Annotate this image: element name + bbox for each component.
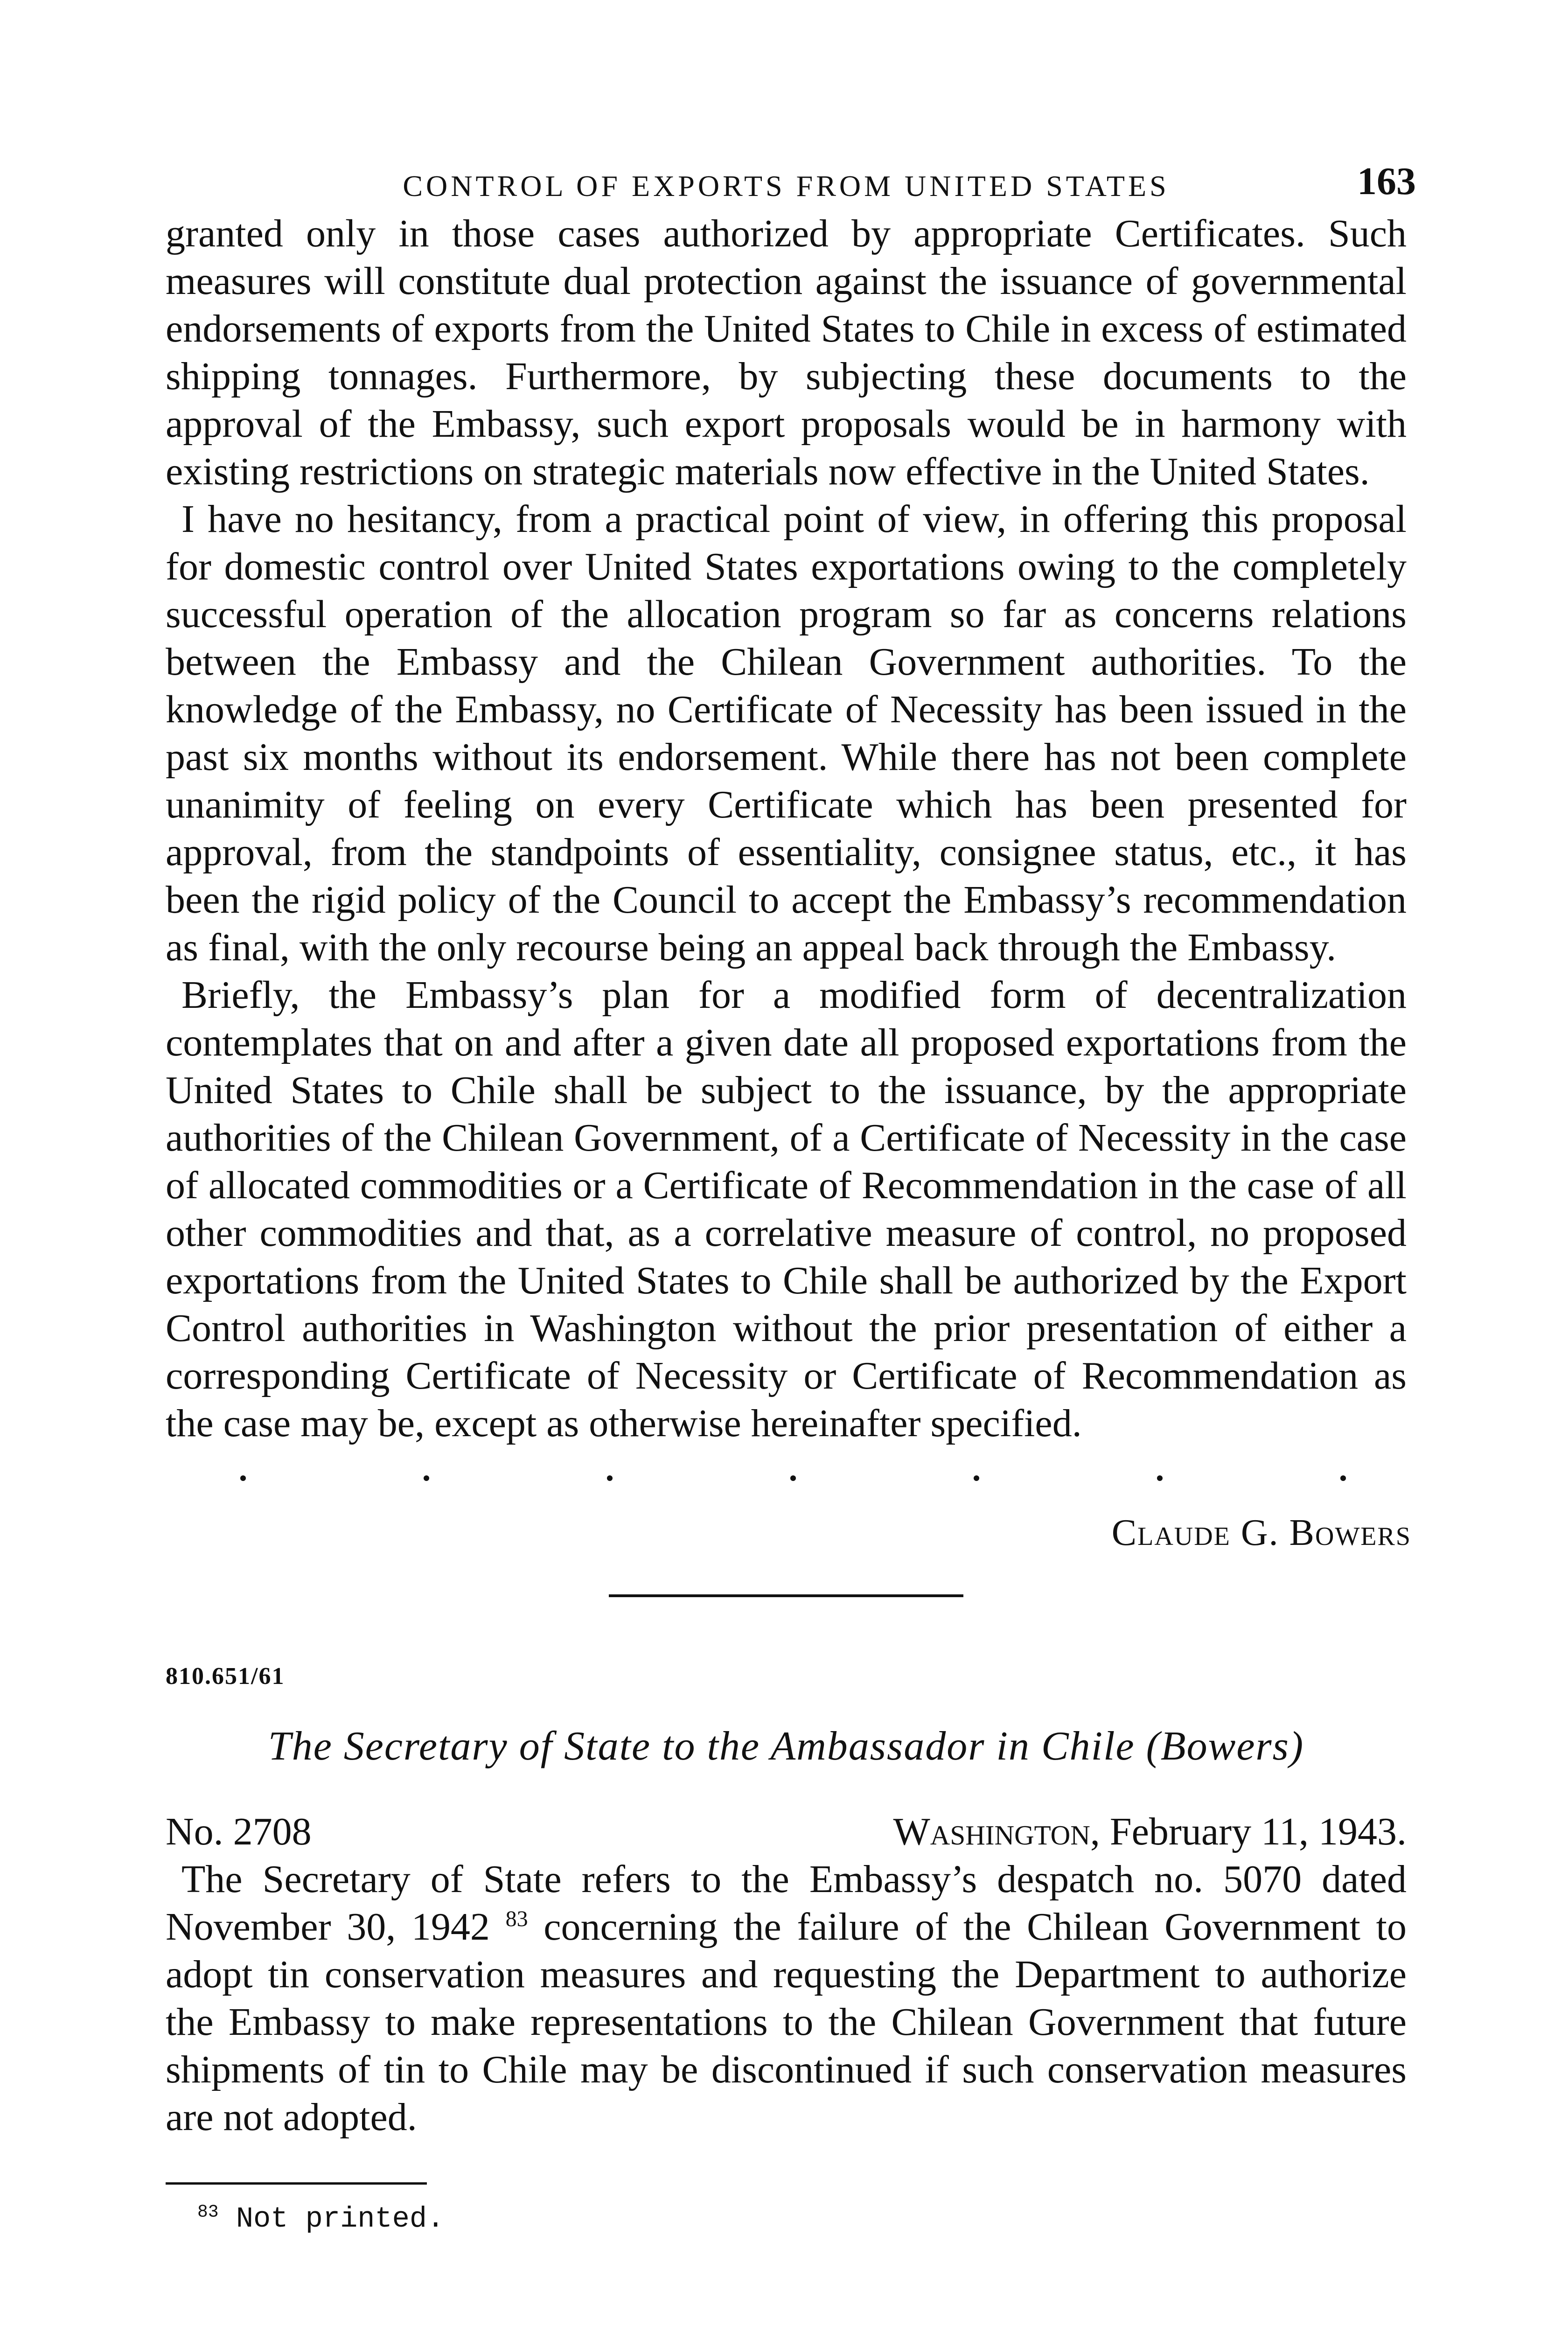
ellipsis-dot: [240, 1475, 246, 1481]
paragraph-secretary: [166, 1856, 1407, 2141]
dateline-place: Washington: [893, 1810, 1090, 1853]
footnote-marker: 83: [197, 2202, 219, 2222]
document-number: No. 2708: [166, 1810, 312, 1853]
paragraph-secretary-start: The Secretary of State refers to the Embassy’s despatch no. 5070 dated November 30, 1942: [166, 1858, 1407, 1949]
running-head: [166, 159, 1416, 210]
paragraph-continued: granted only in those cases authorized by appropriate Certificates. Such measures will constitute dual protection against the issuance of governmental endorsements of exports from the United States to Chile in excess of estimated shipping tonnages. Furthermore, by subjecting these documents to the approval of the Embassy, such export proposals would be in harmony with existing restrictions on strategic materials now effective in the United States.: [166, 212, 1407, 493]
dateline: [893, 1808, 1407, 1856]
ellipsis-dot: [790, 1475, 796, 1481]
ellipsis-dot: [974, 1475, 979, 1481]
footnote-rule: [166, 2182, 427, 2185]
paragraph-secretary-end: concerning the failure of the Chilean Government to adopt tin conservation measures and requesting the Department to authorize the Embassy to make representations to the Chilean Government that future shipments of tin to Chile may be discontinued if such conservation measures are not adopted.: [166, 1905, 1407, 2139]
ellipsis-dot: [1157, 1475, 1163, 1481]
section-separator: [609, 1594, 963, 1597]
running-title: CONTROL OF EXPORTS FROM UNITED STATES: [403, 169, 1170, 203]
document-meta: [166, 1808, 1407, 1856]
paragraph-hesitancy: I have no hesitancy, from a practical point of view, in offering this proposal for domestic control over United States exportations owing to the completely successful operation of the allocation program so far as concerns relations between the Embassy and the Chilean Government authorities. To the knowledge of the Embassy, no Certificate of Necessity has been issued in the past six months without its endorsement. While there has not been complete unanimity of feeling on every Certificate which has been presented for approval, from the standpoints of essentiality, consignee status, etc., it has been the rigid policy of the Council to accept the Embassy’s recommendation as final, with the only recourse being an appeal back through the Embassy.: [166, 497, 1407, 969]
document-heading: The Secretary of State to the Ambassador in Chile (Bowers): [268, 1724, 1304, 1769]
ellipsis-dot: [424, 1475, 429, 1481]
file-number: 810.651/61: [166, 1663, 285, 1690]
page-number: 163: [1357, 160, 1416, 203]
signature: Claude G. Bowers: [1111, 1512, 1411, 1553]
ellipsis-dot: [1340, 1475, 1346, 1481]
footnote: [166, 2202, 1407, 2235]
dateline-date: , February 11, 1943.: [1090, 1810, 1407, 1853]
paragraph-plan: Briefly, the Embassy’s plan for a modified form of decentralization contemplates that on and after a given date all proposed exportations from the United States to Chile shall be subject to the issuance, by the appropriate authorities of the Chilean Government, of a Certificate of Necessity in the case of allocated commodities or a Certificate of Recommendation in the case of all other commodities and that, as a correlative measure of control, no proposed exportations from the United States to Chile shall be authorized by the Export Control authorities in Washington without the prior presentation of either a corresponding Certificate of Necessity or Certificate of Recommendation as the case may be, except as otherwise hereinafter specified.: [166, 973, 1407, 1445]
footnote-text: Not printed.: [236, 2202, 445, 2235]
footnote-reference[interactable]: 83: [505, 1907, 528, 1931]
ellipsis-omission: [166, 1475, 1407, 1494]
ellipsis-dot: [607, 1475, 613, 1481]
document-page: [166, 159, 1416, 2235]
